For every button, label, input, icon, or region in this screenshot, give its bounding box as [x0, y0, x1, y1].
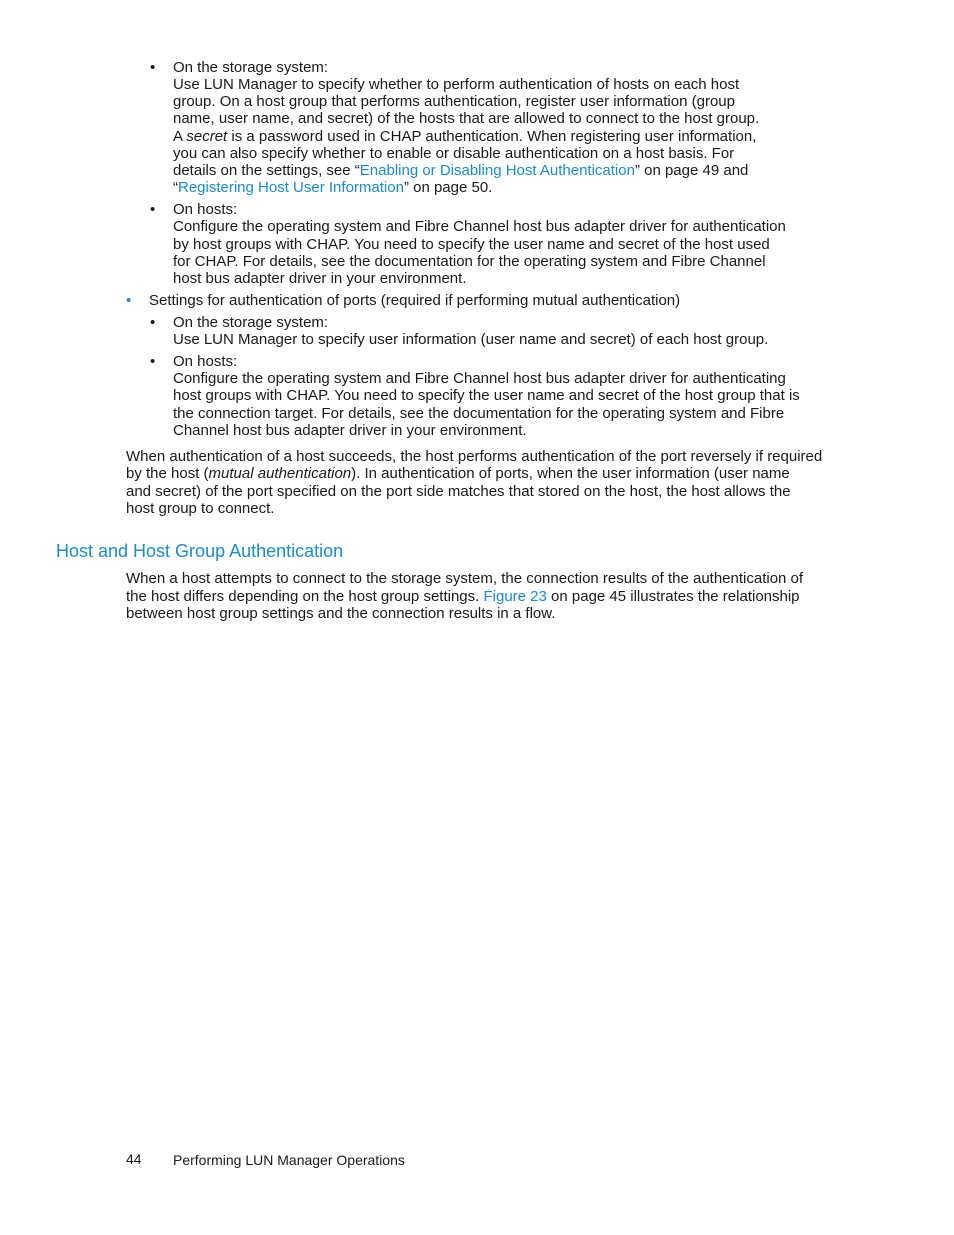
- text: is a password used in CHAP authentication. When registering user information,: [227, 128, 757, 145]
- text-line: name, user name, and secret) of the hosts that are allowed to connect to the host group.: [173, 110, 760, 127]
- text-line: Configure the operating system and Fibre Channel host bus adapter driver for authenticating: [173, 370, 786, 387]
- text: ” on page 49 and: [634, 162, 749, 179]
- text: A: [173, 128, 187, 145]
- section-heading: Host and Host Group Authentication: [56, 541, 344, 561]
- text-line: Use LUN Manager to specify user information (user name and secret) of each host group.: [173, 331, 769, 348]
- text-line: by host groups with CHAP. You need to specify the user name and secret of the host used: [173, 236, 770, 253]
- text-line: between host group settings and the connection results in a flow.: [126, 605, 556, 622]
- page-number: 44: [126, 1151, 142, 1167]
- link-enabling-disabling-host-auth[interactable]: Enabling or Disabling Host Authentication: [359, 162, 635, 179]
- text-line: [173, 179, 492, 196]
- text-line: When a host attempts to connect to the storage system, the connection results of the authentication of: [126, 570, 804, 587]
- text: ” on page 50.: [403, 179, 493, 196]
- text-line: group. On a host group that performs authentication, register user information (group: [173, 93, 735, 110]
- text: details on the settings, see “: [173, 162, 360, 179]
- bullet: •: [126, 292, 132, 309]
- text-line: for CHAP. For details, see the documentation for the operating system and Fibre Channel: [173, 253, 766, 270]
- text: by the host (: [126, 465, 209, 482]
- text-line: Use LUN Manager to specify whether to perform authentication of hosts on each host: [173, 76, 740, 93]
- subheading-storage-system: On the storage system:: [173, 314, 329, 331]
- list-item-port-auth: Settings for authentication of ports (required if performing mutual authentication): [149, 292, 681, 309]
- text-line: host groups with CHAP. You need to specify the user name and secret of the host group that is: [173, 387, 800, 404]
- text-line: Configure the operating system and Fibre Channel host bus adapter driver for authentication: [173, 218, 786, 235]
- text-line: and secret) of the port specified on the port side matches that stored on the host, the host allows the: [126, 483, 791, 500]
- term-secret: secret: [186, 128, 228, 145]
- text-line: [126, 588, 800, 605]
- text-line: When authentication of a host succeeds, the host performs authentication of the port reversely if required: [126, 448, 823, 465]
- text: “: [173, 179, 178, 196]
- text: the host differs depending on the host group settings.: [126, 588, 484, 605]
- term-mutual-authentication: mutual authentication: [208, 465, 352, 482]
- text-line: [173, 128, 756, 145]
- text: on page 45 illustrates the relationship: [546, 588, 800, 605]
- subheading-hosts: On hosts:: [173, 201, 238, 218]
- bullet: •: [150, 201, 156, 218]
- bullet: •: [150, 353, 156, 370]
- text-line: [126, 465, 790, 482]
- text-line: host bus adapter driver in your environment.: [173, 270, 467, 287]
- text-line: Channel host bus adapter driver in your environment.: [173, 422, 527, 439]
- bullet: •: [150, 314, 156, 331]
- text-line: you can also specify whether to enable or disable authentication on a host basis. For: [173, 145, 735, 162]
- subheading-hosts: On hosts:: [173, 353, 238, 370]
- text-line: the connection target. For details, see the documentation for the operating system and Fibre: [173, 405, 785, 422]
- bullet: •: [150, 59, 156, 76]
- text-line: host group to connect.: [126, 500, 275, 517]
- footer-title: Performing LUN Manager Operations: [173, 1152, 405, 1168]
- text: ). In authentication of ports, when the user information (user name: [351, 465, 790, 482]
- text-line: [173, 162, 748, 179]
- subheading-storage-system: On the storage system:: [173, 59, 329, 76]
- link-figure-23[interactable]: Figure 23: [483, 588, 547, 605]
- link-registering-host-user-info[interactable]: Registering Host User Information: [178, 179, 404, 196]
